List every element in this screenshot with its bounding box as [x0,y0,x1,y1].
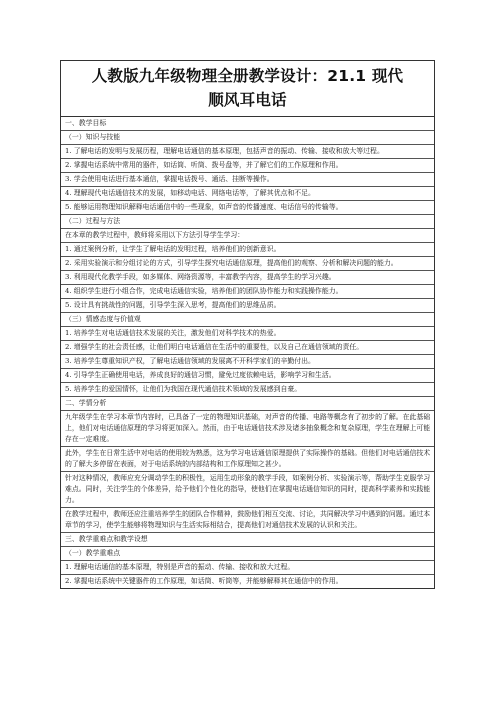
content-row: 3. 学会使用电话进行基本通信，掌握电话拨号、通话、挂断等操作。 [61,173,434,187]
content-row: 1. 理解电话通信的基本原理，特别是声音的振动、传输、接收和放大过程。 [61,561,434,575]
content-rows [61,117,434,588]
document-page [60,60,435,589]
content-row: 4. 引导学生正确使用电话，养成良好的通信习惯，避免过度依赖电话，影响学习和生活。 [61,369,434,383]
content-row: 5. 设计具有挑战性的问题，引导学生深入思考，提高他们的思维品质。 [61,299,434,313]
page-title-line-2: 顺风耳电话 [208,91,287,109]
content-row: 5. 培养学生的爱国情怀，让他们为我国在现代通信技术领域的发展感到自豪。 [61,383,434,397]
content-row: 4. 理解现代电话通信技术的发展，如移动电话、网络电话等，了解其优点和不足。 [61,187,434,201]
content-row: （二）过程与方法 [61,215,434,229]
content-row: 5. 能够运用物理知识解释电话通信中的一些现象，如声音的传播速度、电话信号的传输等。 [61,201,434,215]
content-row: 三、教学重难点和教学设想 [61,533,434,547]
content-row: 1. 培养学生对电话通信技术发展的关注，激发他们对科学技术的热爱。 [61,327,434,341]
content-row: 在教学过程中，教师还应注重培养学生的团队合作精神，鼓励他们相互交流、讨论，共同解决学习中遇到的问题。通过本章节的学习，使学生能够将物理知识与生活实际相结合，提高他们对通信技术发展的认识和关注。 [61,508,434,533]
content-row: （三）情感态度与价值观 [61,313,434,327]
content-row: 针对这种情况，教师应充分调动学生的积极性，运用生动形象的教学手段，如案例分析、实验演示等，帮助学生克服学习难点。同时，关注学生的个体差异，给予他们个性化的指导，使他们在掌握电话通信知识的同时，提高科学素养和实践能力。 [61,472,434,508]
content-row: 2. 掌握电话系统中常用的器件，如话筒、听筒、拨号盘等，并了解它们的工作原理和作用。 [61,159,434,173]
title-box [61,61,434,117]
content-row: 2. 掌握电话系统中关键器件的工作原理，如话筒、听筒等，并能够解释其在通信中的作用。 [65,577,343,585]
content-row: 一、教学目标 [61,117,434,131]
content-row: 3. 利用现代化教学手段，如多媒体、网络资源等，丰富教学内容，提高学生的学习兴趣。 [61,271,434,285]
content-row: 九年级学生在学习本章节内容时，已具备了一定的物理知识基础，对声音的传播、电路等概念有了初步的了解。在此基础上，他们对电话通信原理的学习将更加深入。然而，由于电话通信技术涉及诸多抽象概念和复杂原理，学生在理解上可能存在一定难度。 [61,411,434,447]
content-row: 2. 采用实验演示和分组讨论的方式，引导学生探究电话通信原理，提高他们的观察、分析和解决问题的能力。 [61,257,434,271]
content-row: 2. 增强学生的社会责任感，让他们明白电话通信在生活中的重要性，以及自己在通信领域的责任。 [61,341,434,355]
content-row: 1. 了解电话的发明与发展历程，理解电话通信的基本原理，包括声音的振动、传输、接收和放大等过程。 [61,145,434,159]
content-row: 4. 组织学生进行小组合作，完成电话通信实验，培养他们的团队协作能力和实践操作能力。 [61,285,434,299]
content-row: （一）知识与技能 [61,131,434,145]
content-row: 二、学情分析 [61,397,434,411]
content-row: 此外，学生在日常生活中对电话的使用较为熟悉，这为学习电话通信原理提供了实际操作的基础。但他们对电话通信技术的了解大多停留在表面，对于电话系统的内部结构和工作原理知之甚少。 [61,447,434,472]
content-row: 在本章的教学过程中，教师将采用以下方法引导学生学习： [61,229,434,243]
page-title-line-1: 人教版九年级物理全册教学设计：21.1 现代 [91,67,404,85]
content-row: 1. 通过案例分析，让学生了解电话的发明过程，培养他们的创新意识。 [61,243,434,257]
content-row: （一）教学重难点 [61,547,434,561]
content-row: 3. 培养学生尊重知识产权，了解电话通信领域的发展离不开科学家们的辛勤付出。 [61,355,434,369]
